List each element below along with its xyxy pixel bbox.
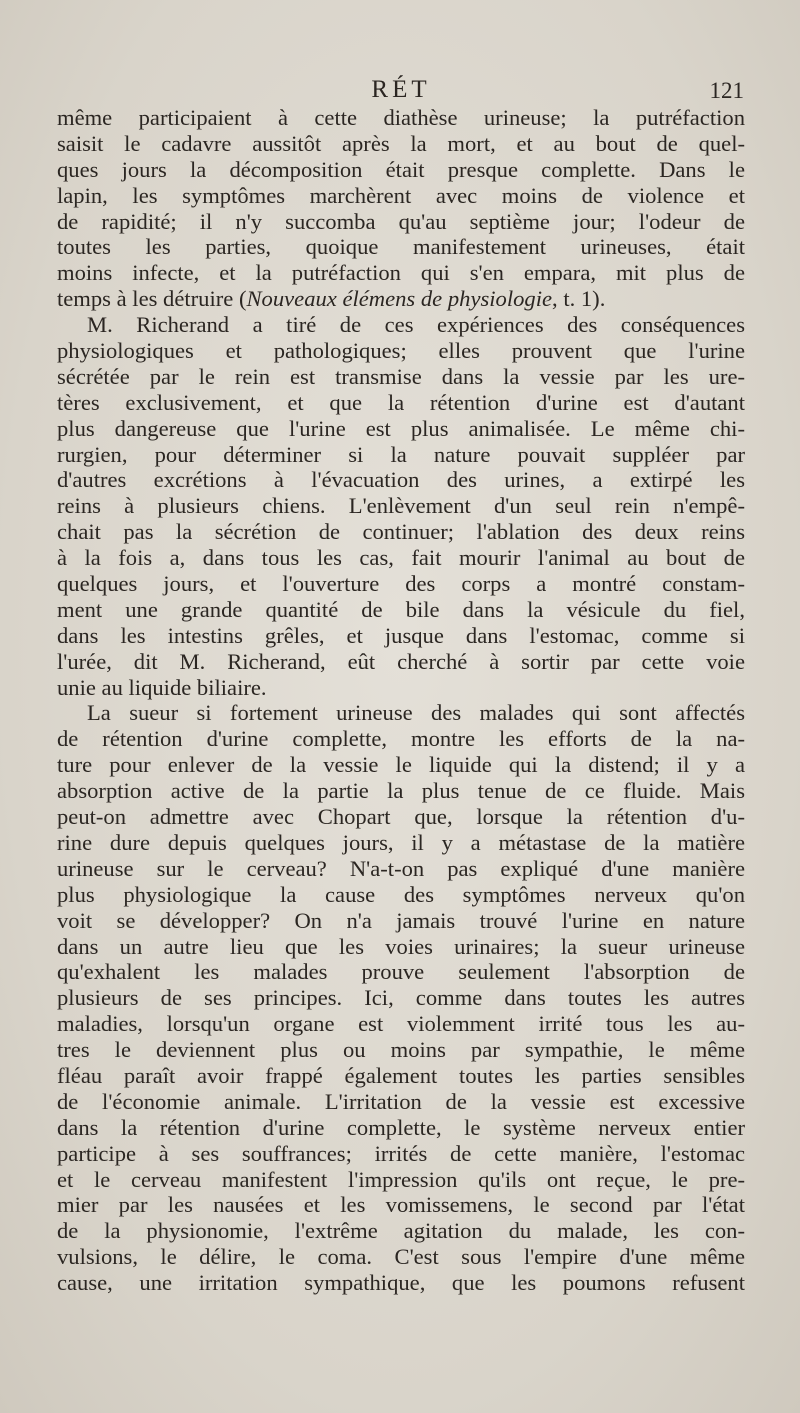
paragraph-start: M. Richerand a tiré de ces expériences des conséquences (87, 312, 745, 338)
text-line: plus physiologique la cause des symptômes nerveux qu'on (57, 881, 745, 907)
text-line: peut-on admettre avec Chopart que, lorsque la rétention d'u- (57, 804, 745, 830)
citation-prefix: temps à les détruire ( (57, 286, 247, 312)
citation-suffix: , t. 1). (552, 286, 606, 312)
text-line: reins à plusieurs chiens. L'enlèvement d'un seul rein n'empê- (57, 493, 745, 519)
text-line: mier par les nausées et les vomissemens, le second par l'état (57, 1192, 745, 1218)
text-line: fléau paraît avoir frappé également toutes les parties sensibles (57, 1062, 745, 1088)
text-line: cause, une irritation sympathique, que les poumons refusent (57, 1270, 745, 1296)
text-line: dans un autre lieu que les voies urinaires; la sueur urineuse (57, 933, 745, 959)
text-line: toutes les parties, quoique manifestement urineuses, était (57, 234, 745, 260)
page-number: 121 (709, 78, 744, 103)
text-line: d'autres excrétions à l'évacuation des urines, a extirpé les (57, 467, 745, 493)
text-line: voit se développer? On n'a jamais trouvé l'urine en nature (57, 907, 745, 933)
text-line: vulsions, le délire, le coma. C'est sous l'empire d'une même (57, 1244, 745, 1270)
text-line: ment une grande quantité de bile dans la vésicule du fiel, (57, 596, 745, 622)
text-line: sécrétée par le rein est transmise dans la vessie par les ure- (57, 363, 745, 389)
text-line: maladies, lorsqu'un organe est violemment irrité tous les au- (57, 1011, 745, 1037)
paragraph-end: unie au liquide biliaire. (57, 674, 267, 700)
text-line: dans la rétention d'urine complette, le système nerveux entier (57, 1114, 745, 1140)
citation-title: Nouveaux élémens de physiologie (246, 286, 553, 312)
running-head: RÉT (371, 76, 431, 103)
text-line: chait pas la sécrétion de continuer; l'ablation des deux reins (57, 519, 745, 545)
text-line: participe à ses souffrances; irrités de cette manière, l'estomac (57, 1140, 745, 1166)
text-line: plusieurs de ses principes. Ici, comme dans toutes les autres (57, 985, 745, 1011)
text-line: de rapidité; il n'y succomba qu'au septième jour; l'odeur de (57, 208, 745, 234)
paragraph-start: La sueur si fortement urineuse des malades qui sont affectés (87, 700, 745, 726)
page-header (58, 76, 744, 108)
text-line: de la physionomie, l'extrême agitation du malade, les con- (57, 1218, 745, 1244)
text-line: de l'économie animale. L'irritation de la vessie est excessive (57, 1088, 745, 1114)
text-line: lapin, les symptômes marchèrent avec moins de violence et (57, 182, 745, 208)
text-line: rine dure depuis quelques jours, il y a métastase de la matière (57, 829, 745, 855)
text-line: de rétention d'urine complette, montre les efforts de la na- (57, 726, 745, 752)
text-line: rurgien, pour déterminer si la nature pouvait suppléer par (57, 441, 745, 467)
text-line: l'urée, dit M. Richerand, eût cherché à sortir par cette voie (57, 648, 745, 674)
text-line: urineuse sur le cerveau? N'a-t-on pas expliqué d'une manière (57, 855, 745, 881)
text-line: ques jours la décomposition était presque complette. Dans le (57, 156, 745, 182)
text-line: plus dangereuse que l'urine est plus animalisée. Le même chi- (57, 415, 745, 441)
text-line: qu'exhalent les malades prouve seulement l'absorption de (57, 959, 745, 985)
text-line: tres le deviennent plus ou moins par sympathie, le même (57, 1037, 745, 1063)
text-line: physiologiques et pathologiques; elles prouvent que l'urine (57, 338, 745, 364)
text-line: même participaient à cette diathèse urineuse; la putréfaction (57, 105, 745, 130)
text-line: ture pour enlever de la vessie le liquide qui la distend; il y a (57, 752, 745, 778)
body-text (57, 105, 745, 1296)
text-line: quelques jours, et l'ouverture des corps a montré constam- (57, 571, 745, 597)
text-line: moins infecte, et la putréfaction qui s'en empara, mit plus de (57, 260, 745, 286)
text-line-citation (57, 286, 745, 312)
text-line: tères exclusivement, et que la rétention d'urine est d'autant (57, 389, 745, 415)
text-line: dans les intestins grêles, et jusque dans l'estomac, comme si (57, 622, 745, 648)
text-line: absorption active de la partie la plus tenue de ce fluide. Mais (57, 778, 745, 804)
text-line: et le cerveau manifestent l'impression qu'ils ont reçue, le pre- (57, 1166, 745, 1192)
text-line: à la fois a, dans tous les cas, fait mourir l'animal au bout de (57, 545, 745, 571)
text-line: saisit le cadavre aussitôt après la mort, et au bout de quel- (57, 130, 745, 156)
